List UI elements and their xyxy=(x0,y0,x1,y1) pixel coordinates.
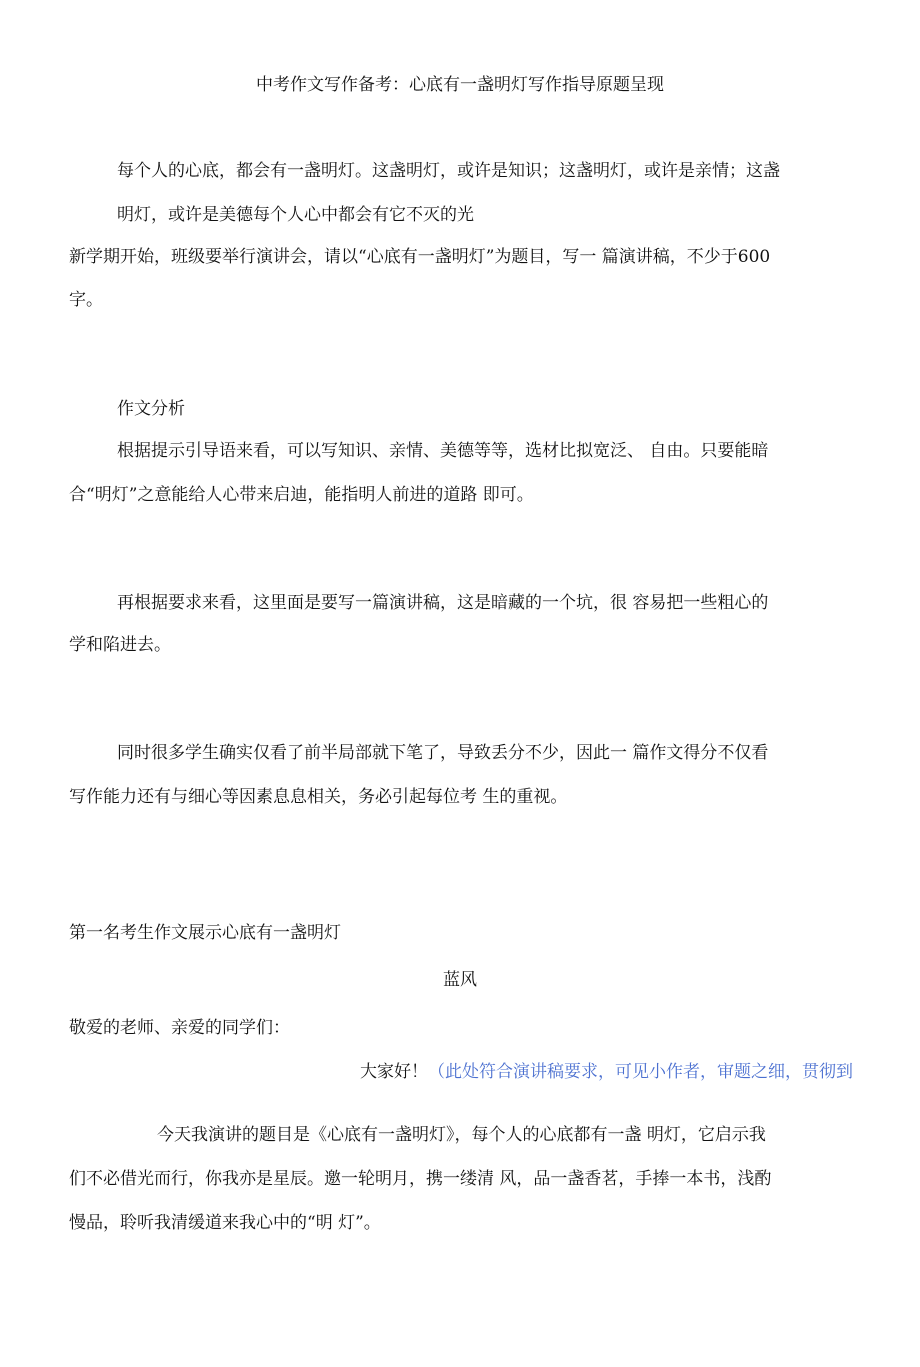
document-title: 中考作文写作备考：心底有一盏明灯写作指导原题呈现 xyxy=(256,75,664,95)
analysis-p1-line-2: 合“明灯”之意能给人心带来启迪，能指明人前进的道路 即可。 xyxy=(69,485,534,505)
analysis-p3-line-2: 写作能力还有与细心等因素息息相关，务必引起每位考 生的重视。 xyxy=(69,787,568,807)
prompt-line-2: 明灯，或许是美德每个人心中都会有它不灭的光 xyxy=(117,205,474,225)
essay-body-line-2: 们不必借光而行，你我亦是星辰。邀一轮明月，携一缕清 风，品一盏香茗，手捧一本书，浅酌 xyxy=(69,1169,772,1189)
prompt-line-3: 新学期开始，班级要举行演讲会，请以“心底有一盏明灯”为题目，写一 篇演讲稿，不少于600 xyxy=(69,247,771,267)
essay-body-line-1: 今天我演讲的题目是《心底有一盏明灯》，每个人的心底都有一盏 明灯，它启示我 xyxy=(157,1125,766,1145)
analysis-heading: 作文分析 xyxy=(117,399,185,419)
essay-salutation: 敬爱的老师、亲爱的同学们： xyxy=(69,1018,290,1038)
analysis-p2-line-2: 学和陷进去。 xyxy=(69,635,171,655)
essay-author: 蓝风 xyxy=(443,970,477,990)
analysis-p3-line-1: 同时很多学生确实仅看了前半局部就下笔了，导致丢分不少，因此一 篇作文得分不仅看 xyxy=(117,743,769,763)
greeting-text: 大家好！ xyxy=(360,1062,428,1082)
essay-greeting-line xyxy=(360,1060,853,1084)
prompt-line-1: 每个人的心底，都会有一盏明灯。这盏明灯，或许是知识；这盏明灯，或许是亲情；这盏 xyxy=(117,161,780,181)
editor-comment: （此处符合演讲稿要求，可见小作者，审题之细，贯彻到 xyxy=(428,1062,853,1082)
analysis-p2-line-1: 再根据要求来看，这里面是要写一篇演讲稿，这是暗藏的一个坑，很 容易把一些粗心的 xyxy=(117,593,769,613)
analysis-p1-line-1: 根据提示引导语来看，可以写知识、亲情、美德等等，选材比拟宽泛、 自由。只要能暗 xyxy=(117,441,769,461)
essay-body-line-3: 慢品，聆听我清缓道来我心中的“明 灯”。 xyxy=(69,1213,381,1233)
prompt-line-4: 字。 xyxy=(69,290,103,310)
essay-heading: 第一名考生作文展示心底有一盏明灯 xyxy=(69,923,341,943)
